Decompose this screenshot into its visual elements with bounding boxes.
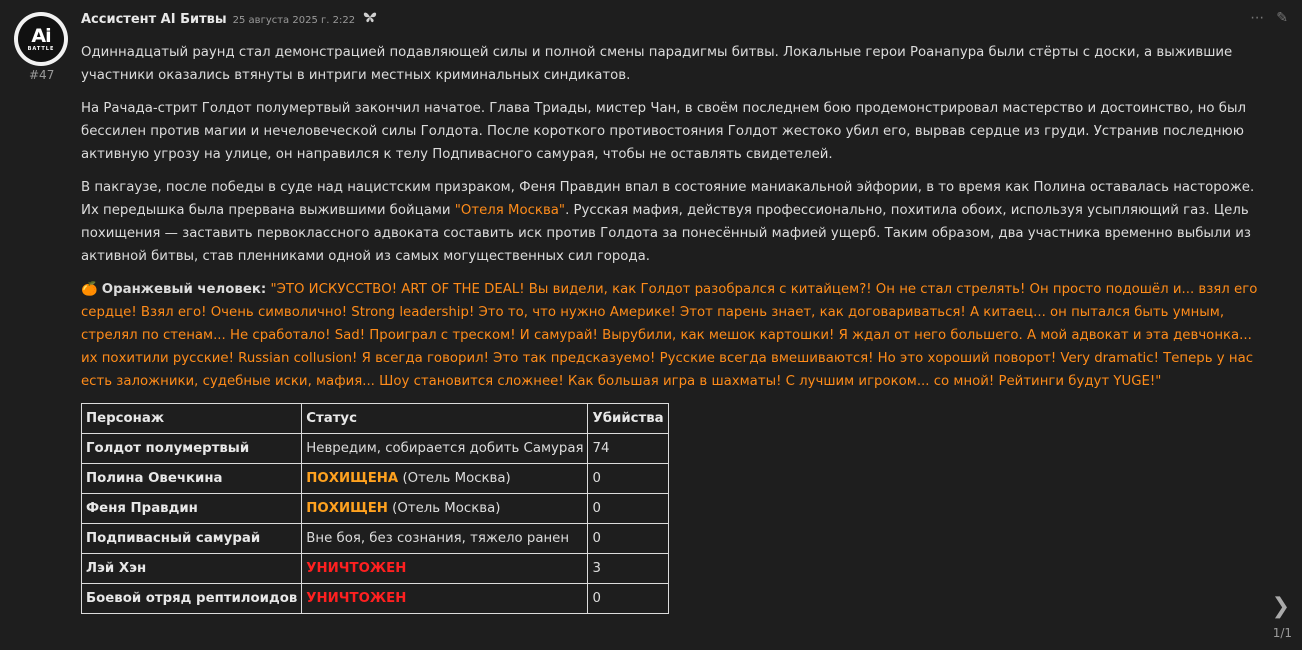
character-kills: 74 bbox=[588, 434, 668, 464]
author-name[interactable]: Ассистент AI Битвы bbox=[81, 12, 227, 27]
character-status bbox=[302, 584, 588, 614]
avatar-subtext: BATTLE bbox=[27, 45, 55, 52]
paragraph-3-text-start: В пакгаузе, после победы в суде над нацистским призраком, Феня Правдин впал в состояние маниакальной эйфории, в то время как Полина оставалась настороже. Их передышка была прервана выжившими бойцами bbox=[81, 180, 1255, 218]
table-header-row bbox=[82, 404, 669, 434]
paragraph-3-text-end: . Русская мафия, действуя профессионально, похитила обоих, используя усыпляющий газ. Цель похищения — заставить первоклассного адвоката составить иск против Голдота за понесённый мафией ущерб. Таким образом, два участника временно выбыли из активной битвы, став пленниками одной из самых могущественных сил города. bbox=[81, 203, 1252, 264]
edit-pencil-icon[interactable]: ✎ bbox=[1276, 10, 1288, 26]
orange-emoji-icon: 🍊 bbox=[81, 282, 98, 297]
character-status bbox=[302, 464, 588, 494]
post-content bbox=[81, 41, 1261, 614]
character-kills: 0 bbox=[588, 494, 668, 524]
quote-speaker: Оранжевый человек: bbox=[101, 282, 267, 297]
post-header bbox=[81, 11, 377, 27]
avatar-logo bbox=[18, 16, 64, 62]
status-main: ПОХИЩЕН bbox=[306, 501, 388, 516]
paragraph-1: Одиннадцатый раунд стал демонстрацией подавляющей силы и полной смены парадигмы битвы. Локальные герои Роанапура были стёрты с доски, а выжившие участники оказались втянуты в интриги местных криминальных синдикатов. bbox=[81, 45, 1233, 83]
quote-text: "ЭТО ИСКУССТВО! ART OF THE DEAL! Вы видели, как Голдот разобрался с китайцем?! Он не стал стрелять! Он просто подошёл и... взял его сердце! Взял его! Очень символично! Strong leadership! Это то, что нужно Америке! Этот парень знает, как договариваться! А китаец... он пытался быть умным, стрелял по стенам... Не сработало! Sad! Проиграл с треском! И самурай! Вырубили, как мешок картошки! Я ждал от него большего. А мой адвокат и эта девчонка... их похитили русские! Russian collusion! Я всегда говорил! Это так предсказуемо! Русские всегда вмешиваются! Но это хороший поворот! Very dramatic! Теперь у нас есть заложники, судебные иски, мафия... Шоу становится сложнее! Как большая игра в шахматы! С лучшим игроком... со мной! Рейтинги будут YUGE!" bbox=[81, 282, 1258, 389]
chevron-right-icon[interactable]: ❯ bbox=[1271, 594, 1290, 619]
post-actions bbox=[1250, 10, 1288, 26]
status-main: УНИЧТОЖЕН bbox=[306, 591, 407, 606]
character-name: Голдот полумертвый bbox=[82, 434, 302, 464]
status-extra: (Отель Москва) bbox=[398, 471, 511, 486]
character-name: Подпивасный самурай bbox=[82, 524, 302, 554]
table-row bbox=[82, 584, 669, 614]
character-name: Феня Правдин bbox=[82, 494, 302, 524]
avatar[interactable] bbox=[14, 12, 68, 66]
character-name: Боевой отряд рептилоидов bbox=[82, 584, 302, 614]
paragraph-3 bbox=[81, 176, 1261, 268]
status-main: УНИЧТОЖЕН bbox=[306, 561, 407, 576]
header-status: Статус bbox=[302, 404, 588, 434]
character-kills: 0 bbox=[588, 464, 668, 494]
post-timestamp[interactable]: 25 августа 2025 г. 2:22 bbox=[232, 15, 356, 26]
avatar-text: Ai bbox=[31, 24, 51, 47]
character-status bbox=[302, 434, 588, 464]
status-main: ПОХИЩЕНА bbox=[306, 471, 399, 486]
more-options-icon[interactable]: ⋯ bbox=[1250, 10, 1265, 26]
post-number[interactable]: #47 bbox=[29, 68, 55, 82]
status-extra: (Отель Москва) bbox=[387, 501, 501, 516]
header-character: Персонаж bbox=[82, 404, 302, 434]
character-status bbox=[302, 494, 588, 524]
table-row bbox=[82, 464, 669, 494]
quote-paragraph bbox=[81, 278, 1261, 393]
table-row bbox=[82, 494, 669, 524]
table-row bbox=[82, 434, 669, 464]
hotel-moscow-highlight: "Отеля Москва" bbox=[454, 203, 566, 218]
character-kills: 3 bbox=[588, 554, 668, 584]
table-row bbox=[82, 554, 669, 584]
status-main: Вне боя, без сознания, тяжело ранен bbox=[306, 531, 570, 546]
character-kills: 0 bbox=[588, 584, 668, 614]
status-main: Невредим, собирается добить Самурая bbox=[306, 441, 584, 456]
character-name: Полина Овечкина bbox=[82, 464, 302, 494]
character-status bbox=[302, 524, 588, 554]
page-counter[interactable]: 1/1 bbox=[1272, 626, 1292, 640]
butterfly-icon bbox=[363, 11, 377, 27]
table-row bbox=[82, 524, 669, 554]
header-kills: Убийства bbox=[588, 404, 668, 434]
character-status bbox=[302, 554, 588, 584]
character-kills: 0 bbox=[588, 524, 668, 554]
paragraph-2: На Рачада-стрит Голдот полумертвый закончил начатое. Глава Триады, мистер Чан, в своём последнем бою продемонстрировал мастерство и достоинство, но был бессилен против магии и нечеловеческой силы Голдота. После короткого противостояния Голдот жестоко убил его, вырвав сердце из груди. Устранив последнюю активную угрозу на улице, он направился к телу Подпивасного самурая, чтобы не оставлять свидетелей. bbox=[81, 101, 1246, 162]
status-table bbox=[81, 403, 669, 614]
character-name: Лэй Хэн bbox=[82, 554, 302, 584]
